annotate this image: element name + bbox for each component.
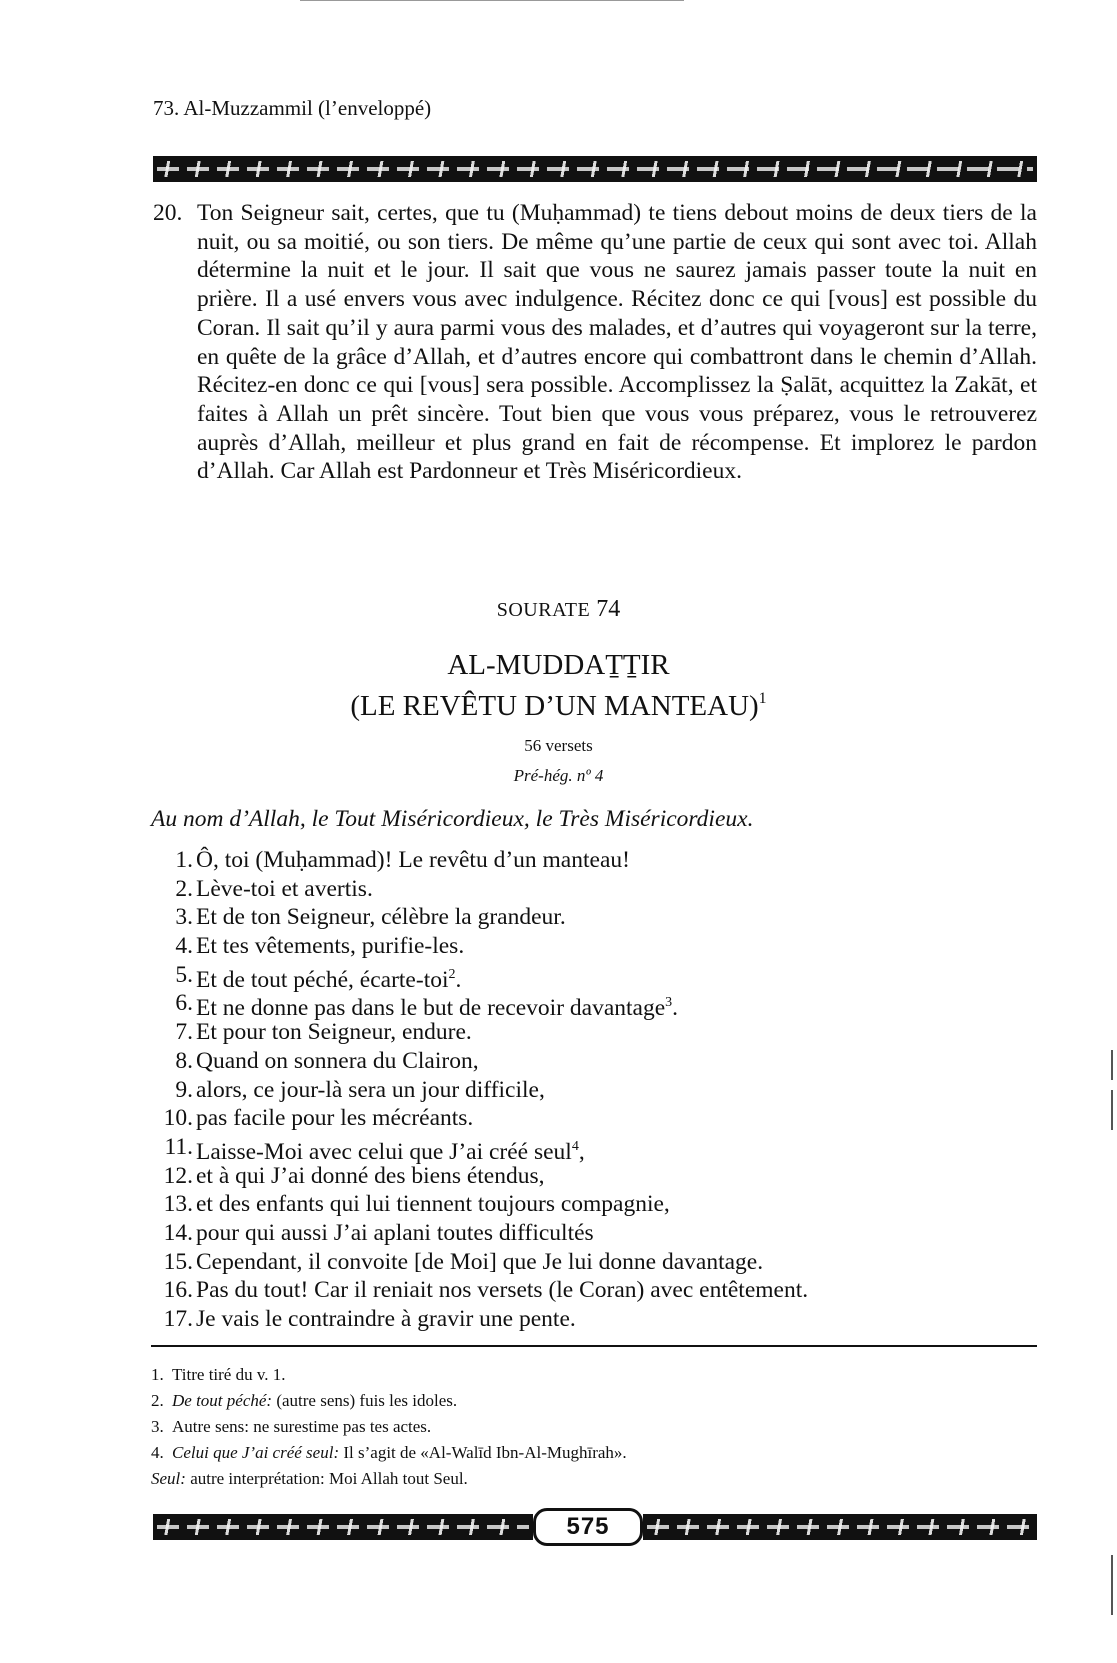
sourate-label: SOURATE	[496, 599, 591, 621]
verse-row	[0, 961, 1117, 993]
verse-number: 11.	[164, 1133, 193, 1160]
verses-count: 56 versets	[524, 736, 593, 755]
footnote-4-continued: Seul: autre interprétation: Moi Allah tout Seul.	[151, 1469, 468, 1488]
ornamental-band-top	[153, 156, 1037, 182]
verse-number: 8.	[175, 1047, 193, 1074]
verse-row	[0, 932, 1117, 961]
verse-text: Laisse-Moi avec celui que J’ai créé seul$^4$,	[196, 1138, 585, 1165]
footnote-4: 4. Celui que J’ai créé seul: Il s’agit de «Al-Walīd Ibn-Al-Mughīrah».	[151, 1443, 627, 1462]
verse-row	[0, 1276, 1117, 1305]
verse-text: Et pour ton Seigneur, endure.	[196, 1019, 472, 1046]
verse-number: 14.	[163, 1219, 193, 1246]
title-line-2	[0, 682, 1117, 723]
verse-number: 6.	[175, 990, 193, 1017]
footnote-ref: 2	[448, 966, 456, 982]
verse-row	[0, 875, 1117, 904]
running-head: 73. Al-Muzzammil (l’enveloppé)	[153, 96, 432, 120]
verse-number: 7.	[175, 1019, 193, 1046]
ornamental-band-bottom-left	[153, 1514, 533, 1540]
verse-row	[0, 989, 1117, 1022]
verse-row	[0, 1047, 1117, 1076]
title-line-2-text: (LE REVÊTU D’UN MANTEAU)	[350, 690, 759, 722]
scan-edge-mark	[1111, 1555, 1113, 1615]
verse-row	[0, 1133, 1117, 1165]
verse-number: 2.	[175, 875, 193, 902]
verse-text: Et ne donne pas dans le but de recevoir davantage$^3$.	[196, 995, 679, 1022]
verse-number: 17.	[163, 1306, 193, 1332]
verse-text: Ô, toi (Muḥammad)! Le revêtu d’un manteau!	[196, 847, 630, 873]
verse-number: 13.	[163, 1191, 193, 1218]
verse-row	[0, 1018, 1117, 1047]
verse-row	[0, 903, 1117, 932]
verse-text: pour qui aussi J’ai aplani toutes difficultés	[196, 1219, 594, 1246]
band-pattern-line	[157, 167, 1033, 171]
verse-number: 10.	[163, 1105, 193, 1132]
verse-text: Et de ton Seigneur, célèbre la grandeur.	[196, 904, 566, 931]
verse-list	[0, 846, 1117, 1334]
verse-number: 20.	[153, 200, 183, 226]
band-pattern-line	[647, 1525, 1033, 1529]
verse-20	[153, 199, 1037, 486]
verse-number: 15.	[163, 1248, 193, 1275]
verse-text: Je vais le contraindre à gravir une pente.	[196, 1306, 576, 1332]
top-rule	[300, 0, 684, 1]
verse-text: alors, ce jour-là sera un jour difficile,	[196, 1076, 545, 1103]
footnote-ref: 4	[571, 1138, 579, 1154]
band-pattern-line	[157, 1525, 529, 1529]
verse-number: 9.	[175, 1076, 193, 1103]
verse-text: Ton Seigneur sait, certes, que tu (Muḥammad) te tiens debout moins de deux tiers de la nuit, ou sa moitié, ou son tiers. De même qu’une partie de ceux qui sont avec toi. Allah détermine la nuit et le jour. Il sait que vous ne saurez jamais passer toute la nuit en prière. Il a usé envers vous avec indulgence. Récitez donc ce qui [vous] est possible du Coran. Il sait qu’il y aura parmi vous des malades, et d’autres qui voyageront sur la terre, en quête de la grâce d’Allah, et d’autres encore qui combattront dans le chemin d’Allah. Récitez-en donc ce qui [vous] sera possible. Accomplissez la Ṣalāt, acquittez la Zakāt, et faites à Allah un prêt sincère. Tout bien que vous vous préparez, vous le retrouverez auprès d’Allah, meilleur et plus grand en fait de récompense. Et implorez le pardon d’Allah. Car Allah est Pardonneur et Très Miséricordieux.	[197, 200, 1037, 485]
verse-number: 1.	[175, 847, 193, 873]
verse-number: 16.	[163, 1277, 193, 1304]
verse-row	[0, 1219, 1117, 1248]
verse-row	[0, 1162, 1117, 1191]
verse-row	[0, 1248, 1117, 1277]
title-footnote-ref: 1	[758, 690, 767, 707]
verse-text: pas facile pour les mécréants.	[196, 1105, 474, 1132]
basmala: Au nom d’Allah, le Tout Miséricordieux, le Très Miséricordieux.	[151, 806, 754, 832]
footnotes	[151, 1362, 1037, 1492]
scan-edge-mark	[1111, 1090, 1113, 1130]
verse-text: Et de tout péché, écarte-toi$^2$.	[196, 966, 462, 993]
verse-number: 5.	[175, 961, 193, 988]
footnote-2: 2. De tout péché: (autre sens) fuis les idoles.	[151, 1391, 458, 1410]
verse-row	[0, 1104, 1117, 1133]
verse-row	[0, 1076, 1117, 1105]
footnote-ref: 3	[665, 995, 673, 1011]
verse-number: 3.	[175, 904, 193, 931]
sourate-number: 74	[596, 596, 621, 622]
revelation-period: Pré-hég. nº 4	[513, 766, 604, 785]
verse-row	[0, 846, 1117, 875]
footnote-1: 1. Titre tiré du v. 1.	[151, 1365, 286, 1384]
footnote-3: 3. Autre sens: ne surestime pas tes actes.	[151, 1417, 432, 1436]
ornamental-band-bottom-right	[643, 1514, 1037, 1540]
verse-text: Pas du tout! Car il reniait nos versets (le Coran) avec entêtement.	[196, 1277, 809, 1304]
verse-text: et des enfants qui lui tiennent toujours compagnie,	[196, 1191, 670, 1218]
verse-text: Cependant, il convoite [de Moi] que Je lui donne davantage.	[196, 1248, 764, 1275]
verse-text: et à qui J’ai donné des biens étendus,	[196, 1162, 545, 1189]
verse-row	[0, 1305, 1117, 1334]
scan-edge-mark	[1111, 1050, 1113, 1080]
footnote-rule	[151, 1345, 1037, 1347]
page-number: 575	[533, 1508, 643, 1546]
verse-text: Lève-toi et avertis.	[196, 875, 373, 902]
title-line-1: AL-MUDDAṮṮIR	[447, 649, 670, 681]
verse-number: 4.	[175, 933, 193, 960]
verse-text: Quand on sonnera du Clairon,	[196, 1047, 479, 1074]
sourate-heading	[0, 596, 1117, 623]
verse-text: Et tes vêtements, purifie-les.	[196, 933, 465, 960]
verse-number: 12.	[163, 1162, 193, 1189]
verse-row	[0, 1190, 1117, 1219]
sourate-title	[0, 648, 1117, 723]
